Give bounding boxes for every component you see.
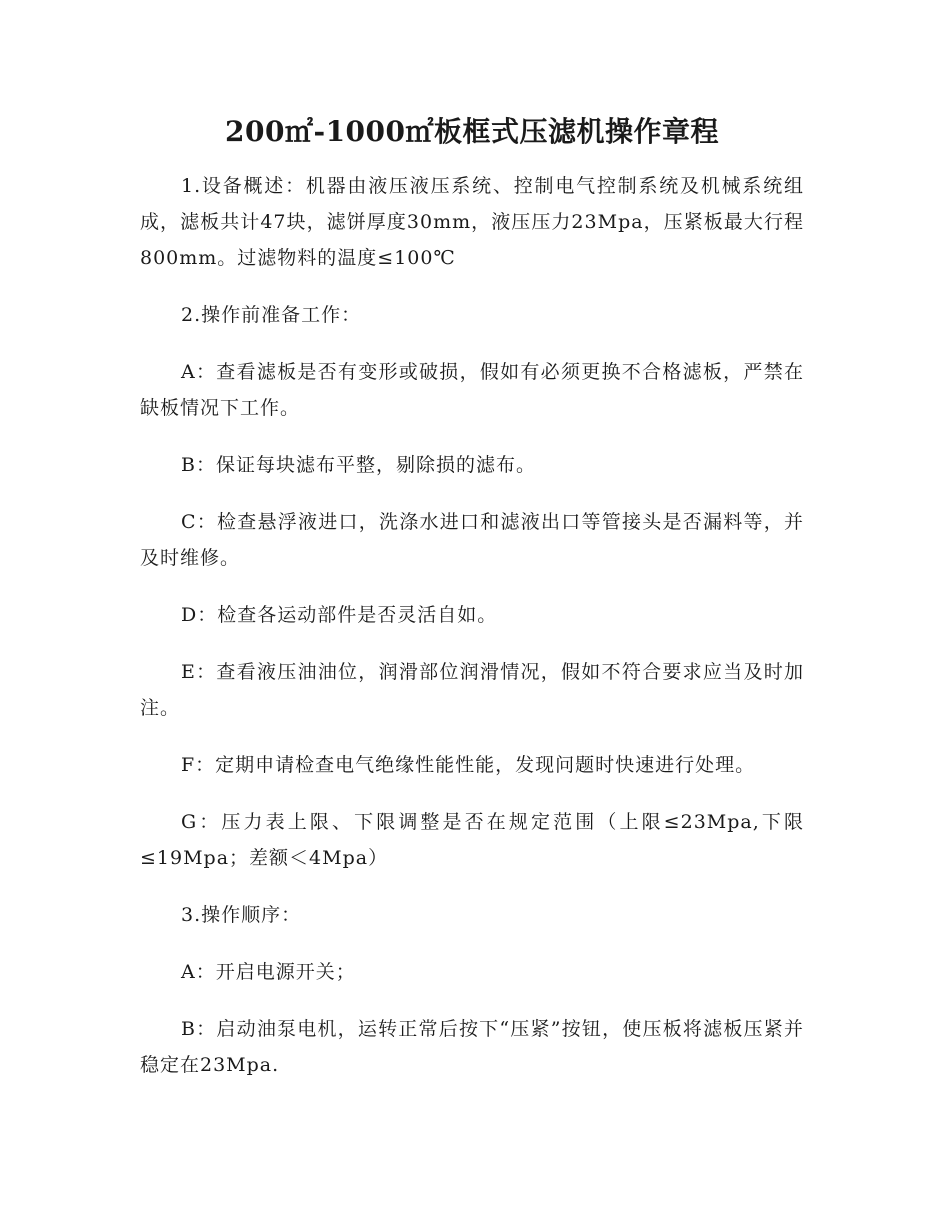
paragraph-seq-b: B：启动油泵电机，运转正常后按下“压紧”按钮，使压板将滤板压紧并稳定在23Mpa. <box>140 1018 804 1076</box>
paragraph-sequence-heading: 3.操作顺序： <box>181 904 302 926</box>
paragraph-prep-f: F：定期申请检查电气绝缘性能性能，发现问题时快速进行处理。 <box>181 754 756 776</box>
paragraph-prep-a: A：查看滤板是否有变形或破损，假如有必须更换不合格滤板，严禁在缺板情况下工作。 <box>140 361 804 419</box>
paragraph-seq-a: A：开启电源开关； <box>181 961 356 983</box>
paragraph-prep-e: E：查看液压油油位，润滑部位润滑情况，假如不符合要求应当及时加注。 <box>140 661 804 719</box>
document-page <box>140 110 804 1104</box>
paragraph-prep-g: G：压力表上限、下限调整是否在规定范围（上限≤23Mpa,下限≤19Mpa；差额＜4Mpa） <box>140 811 804 869</box>
paragraph-prep-c: C：检查悬浮液进口，洗涤水进口和滤液出口等管接头是否漏料等，并及时维修。 <box>140 511 804 569</box>
document-title: 200㎡-1000㎡板框式压滤机操作章程 <box>225 115 719 148</box>
paragraph-prep-d: D：检查各运动部件是否灵活自如。 <box>181 604 498 626</box>
paragraph-prep-b: B：保证每块滤布平整，剔除损的滤布。 <box>181 454 536 476</box>
paragraph-preparation-heading: 2.操作前准备工作： <box>181 304 362 326</box>
paragraph-equipment-overview: 1.设备概述：机器由液压液压系统、控制电气控制系统及机械系统组成，滤板共计47块，滤饼厚度30mm，液压压力23Mpa，压紧板最大行程800mm。过滤物料的温度≤100℃ <box>140 175 804 269</box>
